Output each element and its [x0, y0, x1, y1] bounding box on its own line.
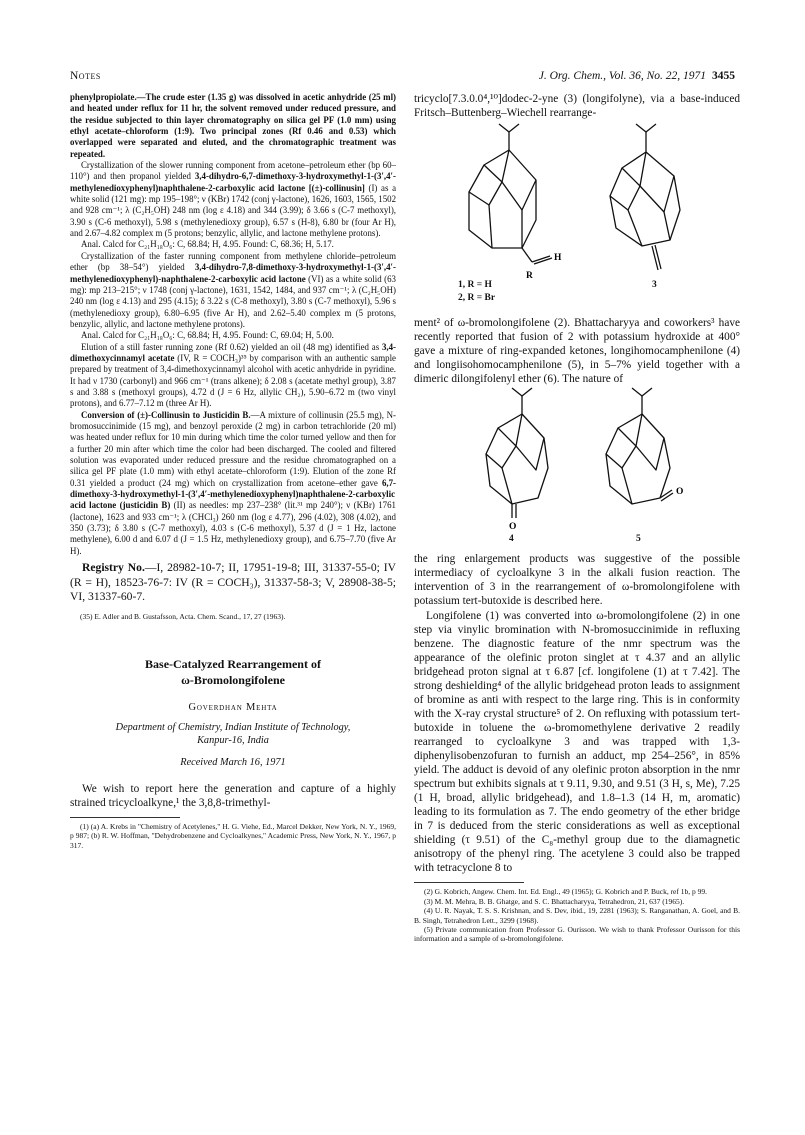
intro-block — [70, 782, 396, 810]
left-column — [70, 92, 396, 850]
footnote-35-block — [70, 612, 396, 621]
journal-citation: J. Org. Chem., Vol. 36, No. 22, 1971 — [538, 70, 706, 82]
exp-paragraph-1 — [70, 92, 396, 160]
structures-1-2-3 — [414, 120, 740, 280]
right-footnotes — [414, 887, 740, 943]
footnote-1: (1) (a) A. Krebs in "Chemistry of Acetylenes," H. G. Viehe, Ed., Marcel Dekker, New York, N. Y., 1969, p 987; (b) R. W. Hoffman, "Dehydrobenzene and Cycloalkynes," Academic Press, New York, N. Y., 1967, p 317. — [70, 821, 396, 850]
right-text-2 — [414, 316, 740, 386]
structure-1-label: 1, R = H — [458, 280, 492, 291]
exp-paragraph-7 — [70, 410, 396, 557]
structure-2-label: 2, R = Br — [458, 293, 496, 304]
structure-5-label: 5 — [636, 534, 641, 545]
running-head-journal — [539, 70, 735, 82]
p6-intro: Elution of a still faster running zone (Rf 0.62) yielded an oil (48 mg) identified as — [81, 341, 382, 352]
p7-procedure: —A mixture of collinusin (25.5 mg), N-bromosuccinimide (15 mg), and benzoyl peroxide (2 mg) in carbon tetrachloride (20 ml) was heated under reflux for 10 min during which time the color turned yellow and then for a further 20 min after which time the color had been discharged. The cooled and filtered solution was evaporated under reduced pressure and the residue chromatographed on a silica gel PF plate (1.0 mm) with ethyl acetate–chloroform (1:9). Elution of the zone Rf 0.31 yielded a product (24 mg) which on crystallization from acetone–ether gave — [70, 409, 397, 488]
right-paragraph-2: ment² of ω-bromolongifolene (2). Bhattacharyya and coworkers³ have recently reported that fusion of 2 with potassium hydroxide at 400° gave a mixture of ring-expanded ketones, longihomocamphenilone (4) and longiisohomocamphenilone (5), in 5–7% yield together with a dimeric dilongifolenyl ether (6). The nature of — [414, 317, 740, 386]
author-name: Goverdhan Mehta — [188, 701, 278, 713]
cinnamyl-acetate-name: 3,4-dimethoxycinnamyl acetate — [70, 341, 396, 363]
experimental-section — [70, 92, 396, 557]
affiliation-line-2: Kanpur-16, India — [197, 734, 269, 746]
p2-intro: Crystallization of the slower running component from acetone–petroleum ether (bp 60–110°) and then propanol yielded — [70, 160, 396, 182]
page-number: 3455 — [712, 70, 735, 82]
p4-data: (VI) as a white solid (63 mg): mp 213–215°; ν 1748 (conj γ-lactone), 1631, 1542, 1484, and 937 cm⁻¹; λ (C₂H₅OH) 240 nm (log ε 4.13) and 295 (4.15); δ 3.22 s (C-8 methoxyl), 3.80 s (C-7 methoxyl), 5.96 s (methylenedioxy group), 6.80–6.95 (five Ar H), and 2.62–5.40 complex m (5 protons, benzylic, allylic, and lactone methylene protons). — [70, 273, 396, 329]
structure-labels-row-1 — [414, 280, 740, 310]
registry-numbers — [70, 561, 396, 604]
exp-paragraph-4 — [70, 251, 396, 330]
affiliation-line-1: Department of Chemistry, Indian Institute of Technology, — [115, 721, 351, 733]
structure-1-h-label: H — [554, 253, 562, 264]
structure-3-label: 3 — [652, 280, 657, 291]
structure-labels-row-2 — [414, 534, 740, 550]
footnote-3: (3) M. M. Mehra, B. B. Ghatge, and S. C. Bhattacharyya, Tetrahedron, 21, 637 (1965). — [424, 896, 685, 906]
running-head-section: Notes — [70, 70, 101, 82]
right-paragraph-1: tricyclo[7.3.0.0⁴,¹⁰]dodec-2-yne (3) (longifolyne), via a base-induced Fritsch–Buttenberg–Wiechell rearrange- — [414, 93, 740, 120]
p2-data: (I) as a white solid (121 mg): mp 195–198°; ν (KBr) 1742 (conj γ-lactone), 1626, 1603, 1565, 1502 and 928 cm⁻¹; λ (C₂H₅OH) 248 nm (log ε 4.18) and 344 (3.99); δ 3.66 s (C-7 methoxyl), 3.90 s (C-6 methoxyl), 5.98 s (methylenedioxy group), 6.57 s (H-8), 6.80 br (four Ar H), and 2.67–4.82 complex m (5 protons; benzylic, allylic, and lactone methylene protons). — [70, 182, 397, 239]
article-title — [70, 656, 396, 688]
collinusin-name: 3,4-dihydro-6,7-dimethoxy-3-hydroxymethyl-1-(3′,4′-methylenedioxyphenyl)naphthalene-2-carboxylic acid lactone [(±)-collinusin] — [70, 171, 396, 193]
article-title-line-1: Base-Catalyzed Rearrangement of — [145, 656, 321, 671]
exp-paragraph-6 — [70, 342, 396, 410]
compound-vi-name: 3,4-dihydro-7,8-dimethoxy-3-hydroxymethyl-1-(3′,4′-methylenedioxyphenyl)-naphthalene-2-carboxylic acid lactone — [70, 262, 396, 284]
right-paragraph-4: Longifolene (1) was converted into ω-bromolongifolene (2) in one step via vinylic bromination with N-bromosuccinimide in refluxing benzene. The diagnostic feature of the nmr spectrum was the appearance of the olefinic proton singlet at τ 4.37 and an allylic bridgehead proton signal at τ 6.87 [cf. longifolene (1) at τ 7.42]. The strong deshielding⁴ of the allylic bridgehead proton leads to assignment of bromine as anti with respect to the large ring. This is in conformity with the X-ray crystal structure⁵ of 2. On refluxing with potassium tert-butoxide in toluene the ω-bromomethylene derivative 2 readily rearranged to cycloalkyne 3 and was trapped with 1,3-diphenylisobenzofuran to furnish an adduct, mp 254–256°, in 85% yield. The adduct is devoid of any olefinic proton absorption in the nmr spectrum but exhibits signals at τ 9.11, 9.30, and 9.51 (3 H, s, Me), 7.25 (1 H, broad, allylic bridgehead), and 1.8–1.3 (14 H, m, aromatic) leading to its formulation as 7. The endo geometry of the ether bridge in 7 is deduced from the steric considerations as well as exceptional shielding (τ 9.51) of the C₈-methyl group due to the diamagnetic anisotropy of the phenyl ring. The acetylene 3 could also be trapped with tetracyclone 8 to — [414, 609, 740, 875]
conversion-heading: Conversion of (±)-Collinusin to Justicidin B. — [81, 409, 251, 420]
footnote-rule — [70, 817, 180, 818]
exp-paragraph-2 — [70, 160, 396, 239]
footnote-5: (5) Private communication from Professor G. Ourisson. We wish to thank Professor Ourisson for this information and a sample of ω-bromolongifolene. — [414, 925, 740, 944]
article-title-line-2: ω-Bromolongifolene — [181, 672, 285, 687]
registry-text: —I, 28982-10-7; II, 17951-19-8; III, 31337-55-0; IV (R = H), 18523-76-7: IV (R = COCH₃), 31337-58-3; V, 28908-38-5; VI, 31337-60-7. — [70, 561, 396, 603]
footnote-1-block — [70, 822, 396, 850]
p1-text: phenylpropiolate.—The crude ester (1.35 g) was dissolved in acetic anhydride (25 ml) and heated under reflux for 11 hr, the solvent removed under reduced pressure, and the residue subjected to thin layer chromatography on silica gel PF (1.0 mm) using ethyl acetate–chloroform (1:9). Two principal zones (Rf 0.46 and 0.53) which overlapped were separated and eluted, and the chromatographic treatment was repeated. — [70, 92, 396, 159]
structure-1-r-label: R — [526, 271, 533, 281]
p4-intro: Crystallization of the faster running component from methylene chloride–petroleum ether (bp 38–54°) yielded — [70, 250, 396, 273]
structure-1-2-drawing — [469, 124, 552, 264]
exp-analysis-2: Anal. Calcd for C₂₁H₁₈O₆: C, 68.84; H, 4.95. Found: C, 69.04; H, 5.00. — [81, 330, 334, 341]
structure-4-label: 4 — [509, 534, 514, 545]
right-text-3 — [414, 552, 740, 875]
structures-4-5 — [414, 386, 740, 534]
right-paragraph-3: the ring enlargement products was suggestive of the possible intermediacy of cycloalkyne 3 in the alkali fusion reaction. The intervention of 3 in the rearrangement of ω-bromolongifolene with potassium tert-butoxide is described here. — [414, 553, 740, 608]
right-column — [414, 92, 740, 944]
affiliation — [70, 721, 396, 747]
intro-paragraph: We wish to report here the generation and capture of a highly strained tricycloalkyne,¹ the 3,8,8-trimethyl- — [70, 782, 396, 809]
structure-4-oxygen: O — [509, 522, 517, 533]
footnote-4: (4) U. R. Nayak, T. S. S. Krishnan, and S. Dev, ibid., 19, 2281 (1963); S. Ranganathan, A. Goel, and B. B. Singh, Tetrahedron Lett., 3299 (1968). — [414, 906, 740, 925]
received-date: Received March 16, 1971 — [180, 756, 286, 768]
structure-5-drawing — [606, 388, 673, 504]
registry-label: Registry No. — [82, 561, 145, 575]
structure-5-oxygen: O — [676, 487, 684, 498]
exp-analysis-1: Anal. Calcd for C₂₁H₁₈O₆: C, 68.84; H, 4.95. Found: C, 68.36; H, 5.17. — [81, 239, 334, 250]
registry-paragraph — [70, 561, 396, 604]
footnote-35: (35) E. Adler and B. Gustafsson, Acta. Chem. Scand., 17, 27 (1963). — [80, 612, 286, 622]
justicidin-name: 6,7-dimethoxy-3-hydroxymethyl-1-(3′,4′-methylenedioxyphenyl)naphthalene-2-carboxylic acid lactone (justicidin B) — [70, 477, 396, 511]
right-text-1 — [414, 92, 740, 120]
p6-data: (IV, R = COCH₃)³⁵ by comparison with an authentic sample prepared by treatment of 3,4-dimethoxycinnamyl alcohol with acetic anhydride in pyridine. It had ν 1730 (carbonyl) and 966 cm⁻¹ (trans alkene); δ 2.08 s (acetate methyl group), 3.87 s and 3.88 s (methoxyl groups), 4.72 d (J = 6 Hz, allylic CH₂), 5.90–6.72 m (two vinyl protons), and 6.77–7.12 m (three Ar H). — [70, 352, 396, 409]
structure-3-drawing — [610, 124, 680, 270]
right-footnote-rule — [414, 882, 524, 883]
p7-data: (II) as needles: mp 237–238° (lit.³¹ mp 240°); ν (KBr) 1761 (lactone), 1623 and 933 cm⁻¹; λ (CHCl₃) 260 nm (log ε 4.77), 296 (4.02), 308 (4.02), and 350 (3.73); δ 3.80 s (C-7 methoxyl), 4.03 s (C-6 methoxyl), 5.37 d (J = 1 Hz, lactone methylene), 6.00 d and 6.07 d (J = 1.5 Hz, methylenedioxy group), and 6.75–7.70 (five Ar H). — [70, 500, 396, 556]
structure-4-drawing — [486, 388, 548, 518]
footnote-2: (2) G. Kobrich, Angew. Chem. Int. Ed. Engl., 49 (1965); G. Kobrich and P. Buck, ref 1b, p 99. — [424, 887, 708, 897]
